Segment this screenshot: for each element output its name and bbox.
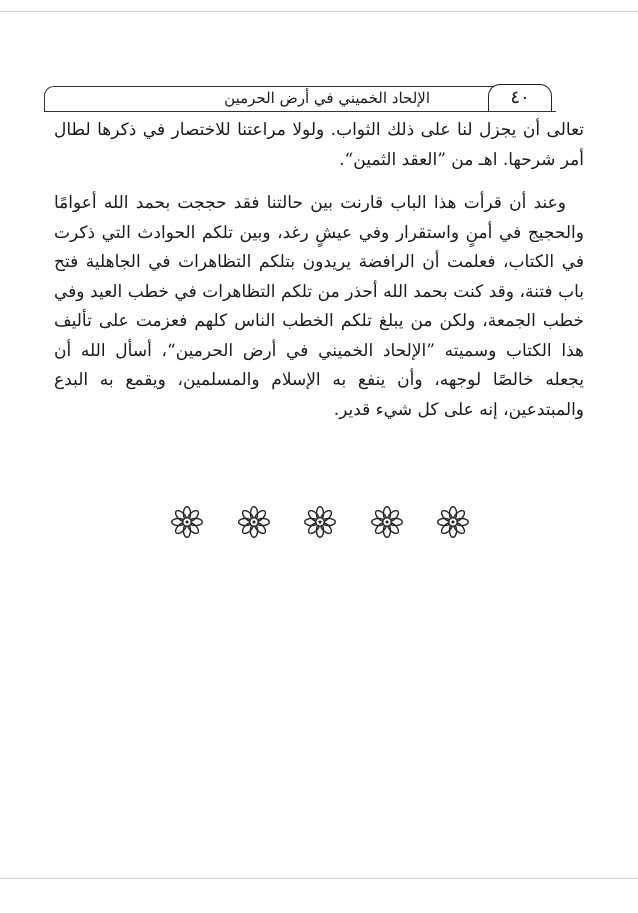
floral-star-icon bbox=[370, 505, 404, 539]
section-end-ornaments bbox=[170, 502, 470, 542]
floral-star-icon bbox=[303, 505, 337, 539]
running-title: الإلحاد الخميني في أرض الحرمين bbox=[224, 89, 430, 107]
floral-star-icon bbox=[237, 505, 271, 539]
paragraph-2: وعند أن قرأت هذا الباب قارنت بين حالتنا فقد حججت بحمد الله أعوامًا والحجيج في أمنٍ واستقرار وفي عيشٍ رغد، وبين تلكم الحوادث التي ذكرت في الكتاب، فعلمت أن الرافضة يريدون بتلكم التظاهرات في الجاهلية فتح باب فتنة، وقد كنت بحمد الله أحذر من تلكم التظاهرات في خطب العيد وفي خطب الجمعة، ولكن من يبلغ تلكم الخطب الناس كلهم فعزمت على تأليف هذا الكتاب وسميته ”الإلحاد الخميني في أرض الحرمين“، أسأل الله أن يجعله خالصًا لوجهه، وأن ينفع به الإسلام والمسلمين، ويقمع به البدع والمبتدعين، إنه على كل شيء قدير. bbox=[54, 193, 584, 420]
page-number: ٤٠ bbox=[510, 87, 530, 108]
scan-bottom-edge bbox=[0, 878, 638, 879]
header-rule bbox=[44, 111, 556, 112]
paragraph-1: تعالى أن يجزل لنا على ذلك الثواب. ولولا مراعتنا للاختصار في ذكرها لطال أمر شرحها. اهـ من ”العقد الثمين“. bbox=[54, 120, 584, 170]
running-header bbox=[44, 84, 556, 114]
page-number-tab bbox=[488, 84, 552, 111]
floral-star-icon bbox=[170, 505, 204, 539]
floral-star-icon bbox=[436, 505, 470, 539]
scan-top-edge bbox=[0, 11, 638, 12]
page-body bbox=[54, 116, 584, 425]
